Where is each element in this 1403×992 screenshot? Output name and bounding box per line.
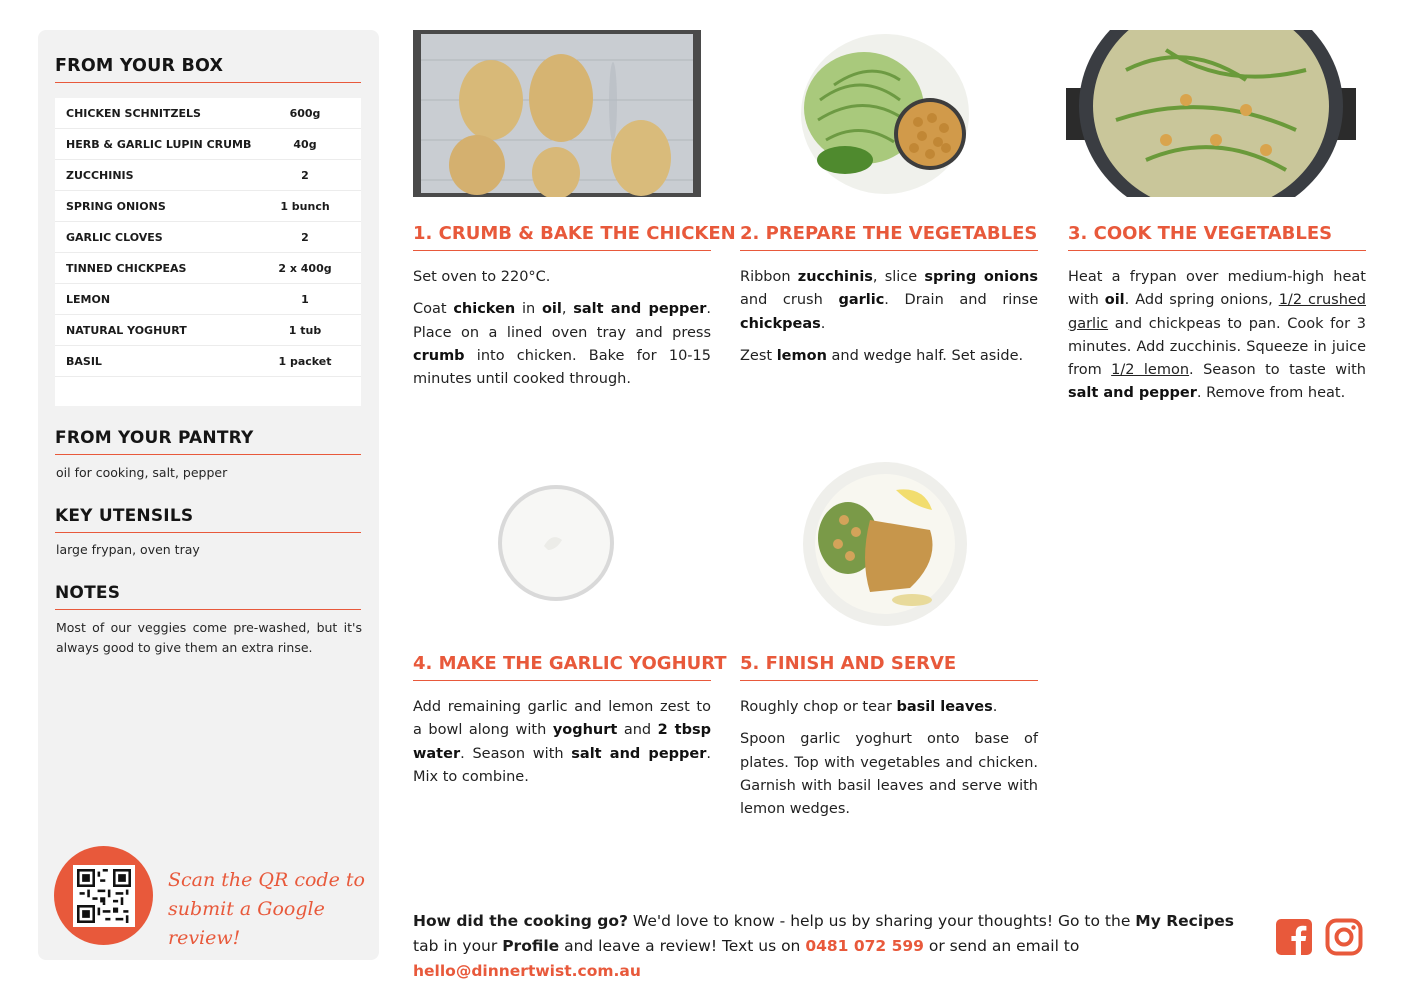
prepared-vegetables-plate-image: [790, 30, 980, 197]
review-prompt-footer: [413, 909, 1263, 984]
ingredient-row: [55, 284, 361, 315]
ingredient-quantity: 600g: [289, 106, 321, 120]
step-5-title: 5. FINISH AND SERVE: [740, 653, 1038, 681]
step-5-body: [740, 696, 1038, 830]
ingredient-row: [55, 129, 361, 160]
text-run: .: [992, 699, 998, 715]
ingredient-name: LEMON: [66, 292, 111, 306]
step-paragraph: [740, 345, 1038, 368]
step-3-title: 3. COOK THE VEGETABLES: [1068, 223, 1366, 251]
step-4-title: 4. MAKE THE GARLIC YOGHURT: [413, 653, 711, 681]
step-paragraph: [413, 298, 711, 391]
qr-text-line2: submit a Google review!: [168, 898, 325, 949]
text-run: Roughly chop or tear: [740, 699, 897, 715]
text-run: .: [820, 315, 826, 332]
contact-link[interactable]: hello@dinnertwist.com.au: [413, 962, 641, 980]
step-4-image: [490, 480, 620, 610]
text-run: Heat a frypan over medium-high heat with: [1068, 269, 1366, 309]
bold-text: spring onions: [924, 269, 1038, 285]
ingredient-quantity: 1: [301, 292, 309, 306]
bold-text: oil: [1104, 292, 1125, 309]
ingredient-quantity: 2 x 400g: [278, 261, 332, 275]
ingredient-quantity: 1 tub: [288, 323, 322, 337]
garlic-yoghurt-bowl-image: [490, 480, 620, 610]
utensils-text: large frypan, oven tray: [56, 542, 200, 557]
bold-text: zucchinis: [797, 269, 873, 285]
text-run: Zest: [740, 347, 777, 364]
step-1-image: [413, 30, 701, 197]
step-1-body: [413, 266, 711, 400]
step-3-body: [1068, 266, 1366, 415]
ingredient-quantity: 40g: [293, 137, 317, 151]
text-run: , slice: [872, 269, 925, 285]
bold-text: How did the cooking go?: [413, 912, 628, 930]
step-3-image: [1066, 30, 1356, 197]
plated-dish-image: [800, 460, 970, 630]
text-run: or send an email to: [923, 937, 1080, 955]
text-run: Coat: [413, 301, 454, 318]
sidebar: [38, 30, 379, 960]
text-run: Ribbon: [740, 269, 798, 285]
qr-code-icon: [77, 869, 131, 923]
facebook-icon[interactable]: [1275, 918, 1313, 956]
step-paragraph: [740, 728, 1038, 821]
text-run: . Drain and rinse: [884, 292, 1038, 309]
text-run: Add remaining garlic and lemon zest to a bowl along with: [413, 699, 711, 739]
ingredients-table: [55, 98, 361, 406]
qr-code-badge[interactable]: [54, 846, 153, 945]
bold-text: 2 tbsp water: [413, 722, 711, 762]
vegetables-in-frypan-image: [1066, 30, 1356, 197]
ingredient-row: [55, 315, 361, 346]
bold-text: garlic: [838, 292, 885, 309]
step-paragraph: [740, 696, 1038, 719]
text-run: and leave a review! Text us on: [559, 937, 806, 955]
text-run: . Add spring onions,: [1124, 292, 1279, 309]
qr-review-prompt: [168, 866, 368, 953]
bold-text: salt and pepper: [571, 745, 707, 762]
ingredient-name: ZUCCHINIS: [66, 168, 134, 182]
instagram-icon[interactable]: [1325, 918, 1363, 956]
text-run: . Remove from heat.: [1196, 385, 1346, 402]
text-run: . Mix to combine.: [413, 745, 712, 785]
text-run: and wedge half. Set aside.: [826, 347, 1024, 364]
ingredient-row: [55, 222, 361, 253]
text-run: and chickpeas to pan. Cook for 3 minutes. Add zucchinis. Squeeze in juice from: [1068, 315, 1366, 379]
step-paragraph: [413, 696, 711, 789]
text-run: . Place on a lined oven tray and press: [413, 301, 712, 341]
ingredient-row: [55, 191, 361, 222]
bold-text: chickpeas: [740, 315, 821, 332]
bold-text: My Recipes: [1135, 912, 1234, 930]
step-5-image: [800, 460, 970, 630]
ingredient-name: CHICKEN SCHNITZELS: [66, 106, 201, 120]
from-your-box-title: FROM YOUR BOX: [55, 56, 361, 83]
step-4-body: [413, 696, 711, 798]
ingredient-name: NATURAL YOGHURT: [66, 323, 187, 337]
ingredient-quantity: 1 bunch: [280, 199, 330, 213]
qr-code[interactable]: [73, 865, 135, 927]
text-run: We'd love to know - help us by sharing your thoughts! Go to the: [627, 912, 1136, 930]
text-run: ,: [561, 301, 574, 318]
text-run: in: [515, 301, 542, 318]
text-run: and crush: [740, 292, 839, 309]
ingredient-quantity: 1 packet: [278, 354, 332, 368]
step-2-body: [740, 266, 1038, 377]
ingredient-quantity: 2: [301, 168, 309, 182]
step-paragraph: [413, 266, 711, 289]
key-utensils-title: KEY UTENSILS: [55, 506, 361, 533]
text-run: Spoon garlic yoghurt onto base of plates. Top with vegetables and chicken. Garnish with basil leaves and serve with lemon wedges.: [740, 731, 1038, 818]
bold-text: salt and pepper: [573, 301, 707, 318]
text-run: . Season with: [460, 745, 572, 762]
bold-text: crumb: [413, 347, 465, 364]
ingredient-name: BASIL: [66, 354, 102, 368]
contact-link[interactable]: 0481 072 599: [805, 937, 924, 955]
bold-text: chicken: [453, 301, 516, 318]
bold-text: oil: [541, 301, 562, 318]
step-paragraph: [1068, 266, 1366, 406]
bold-text: lemon: [776, 347, 827, 364]
step-paragraph: [740, 266, 1038, 336]
notes-title: NOTES: [55, 583, 361, 610]
pantry-text: oil for cooking, salt, pepper: [56, 465, 228, 480]
bold-text: yoghurt: [552, 722, 618, 739]
ingredient-quantity: 2: [301, 230, 309, 244]
ingredient-row: [55, 253, 361, 284]
ingredient-row: [55, 346, 361, 377]
text-run: . Season to taste with: [1189, 362, 1366, 379]
crumbed-chicken-tray-image: [413, 30, 701, 197]
step-1-title: 1. CRUMB & BAKE THE CHICKEN: [413, 223, 711, 251]
text-run: Set oven to 220°C.: [413, 269, 551, 285]
notes-text: Most of our veggies come pre-washed, but it's always good to give them an extra rinse.: [56, 620, 362, 655]
underlined-text: 1/2 crushed garlic: [1068, 292, 1367, 332]
step-2-image: [790, 30, 980, 197]
qr-text-line1: Scan the QR code to: [168, 869, 365, 891]
ingredient-name: GARLIC CLOVES: [66, 230, 163, 244]
text-run: tab in your: [413, 937, 503, 955]
bold-text: basil leaves: [896, 699, 993, 715]
text-run: into chicken. Bake for 10-15 minutes until cooked through.: [413, 347, 711, 388]
step-2-title: 2. PREPARE THE VEGETABLES: [740, 223, 1038, 251]
text-run: and: [617, 722, 658, 739]
from-your-pantry-title: FROM YOUR PANTRY: [55, 428, 361, 455]
ingredient-name: HERB & GARLIC LUPIN CRUMB: [66, 137, 252, 151]
ingredient-name: SPRING ONIONS: [66, 199, 166, 213]
underlined-text: 1/2 lemon: [1111, 362, 1190, 379]
bold-text: Profile: [502, 937, 560, 955]
bold-text: salt and pepper: [1068, 385, 1197, 402]
ingredient-name: TINNED CHICKPEAS: [66, 261, 187, 275]
ingredient-row: [55, 160, 361, 191]
ingredient-row: [55, 98, 361, 129]
